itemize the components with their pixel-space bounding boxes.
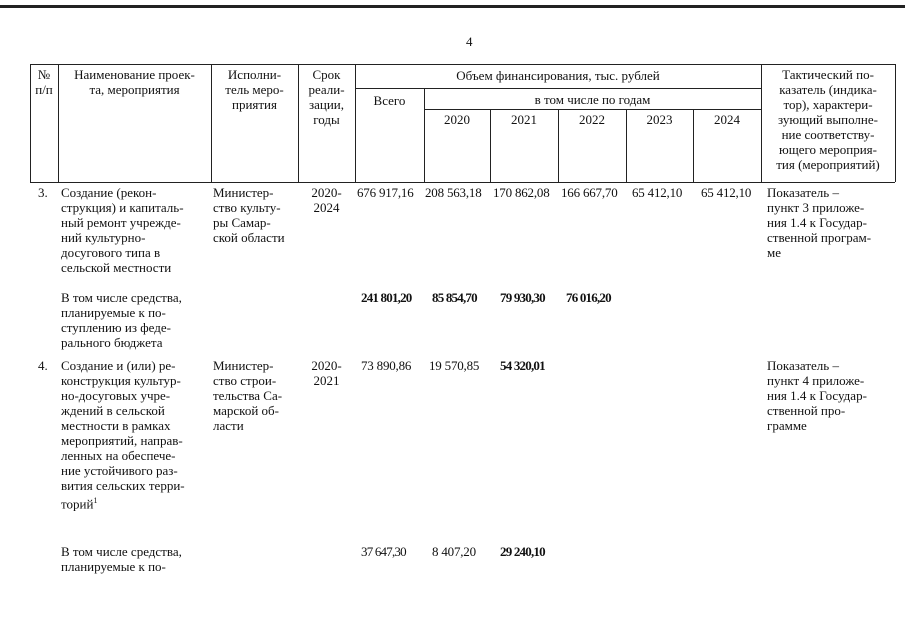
row-indicator: Показатель – пункт 3 приложе- ния 1.4 к Государ- ственной програм- ме <box>767 185 872 260</box>
row-number: 3. <box>38 185 48 200</box>
row-executor: Министер- ство строи- тельства Са- марской об- ласти <box>213 358 283 433</box>
row-name: Создание (рекон- струкция) и капиталь- ный ремонт учрежде- ний культурно- досугового типа в сельской местности <box>61 185 184 275</box>
row-indicator: Показатель – пункт 4 приложе- ния 1.4 к Государ- ственной про- грамме <box>767 358 867 433</box>
header-funding-divider <box>355 88 761 89</box>
header-years-divider <box>424 109 761 110</box>
row-2020: 85 854,70 <box>432 290 477 305</box>
row-total: 37 647,30 <box>361 544 406 559</box>
header-executor: Исполни- тель меро- приятия <box>225 67 284 112</box>
col-line <box>895 64 896 182</box>
row-name: В том числе средства, планируемые к по- ступлению из феде- рального бюджета <box>61 290 182 350</box>
footnote-mark: 1 <box>93 496 98 505</box>
header-total: Всего <box>373 93 406 108</box>
row-name: В том числе средства, планируемые к по- <box>61 544 182 574</box>
header-year-2021: 2021 <box>511 112 537 127</box>
row-2020: 208 563,18 <box>425 185 482 200</box>
row-total: 676 917,16 <box>357 185 414 200</box>
row-name: Создание и (или) ре- конструкция культур- но-досуговых учре- ждений в сельской местности в рамках мероприятий, направ- ленных на обеспече- ние устойчивого раз- вития сельских терри- торий$^1$ <box>61 358 185 512</box>
header-term: Срок реали- зации, годы <box>308 67 345 127</box>
header-indicator: Тактический по- казатель (индика- тор), характери- зующий выполне- ние соответству- ющего мероприя- тия (мероприятий) <box>776 67 880 172</box>
row-total: 73 890,86 <box>361 358 412 373</box>
row-2022: 166 667,70 <box>561 185 618 200</box>
header-name: Наименование проек- та, мероприятия <box>74 67 195 97</box>
row-number: 4. <box>38 358 48 373</box>
header-funding: Объем финансирования, тыс. рублей <box>456 68 660 83</box>
row-2020: 19 570,85 <box>429 358 480 373</box>
row-2020: 8 407,20 <box>432 544 476 559</box>
header-top-border <box>30 64 895 65</box>
row-2021: 54 320,01 <box>500 358 545 373</box>
header-by-years: в том числе по годам <box>534 92 651 107</box>
row-2021: 170 862,08 <box>493 185 550 200</box>
row-term: 2020- 2021 <box>311 358 342 388</box>
header-year-2023: 2023 <box>646 112 673 127</box>
row-total: 241 801,20 <box>361 290 412 305</box>
row-2023: 65 412,10 <box>632 185 683 200</box>
row-2024: 65 412,10 <box>701 185 752 200</box>
header-year-2024: 2024 <box>714 112 740 127</box>
row-2021: 29 240,10 <box>500 544 545 559</box>
page-number: 4 <box>466 34 473 49</box>
top-rule <box>0 5 905 8</box>
header-year-2022: 2022 <box>579 112 605 127</box>
header-num: № п/п <box>35 67 53 97</box>
row-term: 2020- 2024 <box>311 185 342 215</box>
row-2021: 79 930,30 <box>500 290 545 305</box>
header-year-2020: 2020 <box>444 112 470 127</box>
row-2022: 76 016,20 <box>566 290 611 305</box>
row-executor: Министер- ство культу- ры Самар- ской области <box>213 185 285 245</box>
header-bottom-border <box>30 182 895 183</box>
